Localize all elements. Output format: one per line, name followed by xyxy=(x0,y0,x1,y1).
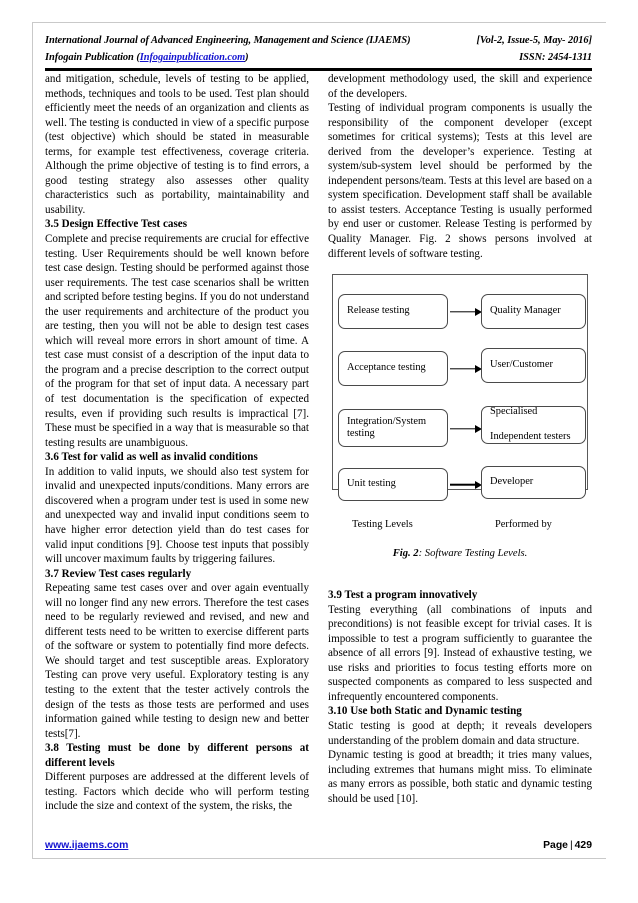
arrow-integration-to-specialised-testers xyxy=(450,428,482,429)
figure-2 xyxy=(328,270,592,560)
arrow-unit-to-developer xyxy=(450,484,482,485)
paragraph-3-7: Repeating same test cases over and over again eventually will no longer find any new errors. Therefore the test cases need to be regularly reviewed and revised, and new and different tests need to be written to exercise different parts of the software or system to potentially find more defects. We should target and test susceptible areas. Exploratory Testing can prove very useful. Exploratory testing is any testing to the extent that the tester actively controls the design of the tests as those tests are performed and uses information gained while testing to design new and better tests[7]. xyxy=(45,582,309,740)
paragraph-3-6: In addition to valid inputs, we should also test system for invalid and unexpected inputs/conditions. Many errors are discovered when a program under test is used in some new and unexpected way and invalid input conditions seem to have higher error detection yield than do test cases for valid input conditions [9]. Choose test inputs that possibly will uncover maximum faults by triggering failures. xyxy=(45,465,309,566)
paragraph-3-9: Testing everything (all combinations of inputs and preconditions) is not feasible except for trivial cases. It is impossible to test a program sufficiently to guarantee the absence of all errors [9]. Instead of exhaustive testing, we use risks and priorities to focus testing efforts more on suspected components as compared to less suspected and infrequently encountered components. xyxy=(328,603,592,703)
heading-3-9: 3.9 Test a program innovatively xyxy=(328,589,478,602)
left-column xyxy=(45,72,309,814)
running-header xyxy=(45,32,592,66)
node-label: Quality Manager xyxy=(490,305,561,317)
right-column xyxy=(328,72,592,814)
paragraph-testing-levels: Testing of individual program components is usually the responsibility of the component developer (except sometimes for critical systems); Tests at this level are derived from the developer’s experience. Testing at system/sub-system level should be performed by the independent persons/team. Tests at this level are based on a system specification. Development staff shall be available to assist testers. Acceptance Testing is usually performed by end user or customer. Release Testing is performed by Quality Manager. Fig. 2 shows persons involved at different levels of software testing. xyxy=(328,102,592,260)
arrow-shaft xyxy=(450,311,476,312)
node-quality-manager xyxy=(481,294,586,329)
header-line-1 xyxy=(45,32,592,49)
heading-3-5: 3.5 Design Effective Test cases xyxy=(45,218,188,231)
node-label: User/Customer xyxy=(490,359,553,371)
node-unit-testing xyxy=(338,468,448,501)
page-separator: | xyxy=(569,840,573,851)
arrow-shaft xyxy=(450,428,476,429)
arrow-shaft xyxy=(450,368,476,369)
node-label-line-2: Independent testers xyxy=(490,431,571,443)
publisher-suffix: ) xyxy=(245,52,249,63)
footer-site-link[interactable]: www.ijaems.com xyxy=(45,840,129,851)
node-label-line-1: Specialised xyxy=(490,406,538,418)
arrow-acceptance-to-user-customer xyxy=(450,368,482,369)
figure-label-testing-levels: Testing Levels xyxy=(352,519,413,531)
node-label xyxy=(490,406,571,444)
arrow-release-to-quality-manager xyxy=(450,311,482,312)
header-divider-rule xyxy=(45,68,592,71)
node-release-testing xyxy=(338,294,448,329)
node-specialised-independent-testers xyxy=(481,406,586,444)
heading-3-10: 3.10 Use both Static and Dynamic testing xyxy=(328,705,522,718)
node-integration-system-testing xyxy=(338,409,448,447)
node-label: Unit testing xyxy=(347,478,396,490)
body-columns xyxy=(45,72,592,814)
heading-3-6: 3.6 Test for valid as well as invalid conditions xyxy=(45,451,258,464)
issn: ISSN: 2454-1311 xyxy=(519,52,592,63)
page-number: 429 xyxy=(574,840,592,851)
page-word: Page xyxy=(543,840,568,851)
issue-info: [Vol-2, Issue-5, May- 2016] xyxy=(476,35,592,46)
node-user-customer xyxy=(481,348,586,383)
heading-3-8: 3.8 Testing must be done by different persons at different levels xyxy=(45,742,309,769)
publisher-prefix: Infogain Publication ( xyxy=(45,52,140,63)
node-acceptance-testing xyxy=(338,351,448,386)
node-developer xyxy=(481,466,586,499)
figure-label-performed-by: Performed by xyxy=(495,519,552,531)
paragraph-3-8: Different purposes are addressed at the different levels of testing. Factors which decide who will perform testing include the size and context of the system, the risks, the xyxy=(45,771,309,813)
heading-3-7: 3.7 Review Test cases regularly xyxy=(45,567,192,580)
publisher xyxy=(45,49,249,66)
arrow-shaft xyxy=(450,483,476,486)
page-footer xyxy=(45,840,592,851)
page-border-left xyxy=(32,22,33,858)
paragraph-3-10-static: Static testing is good at depth; it reveals developers understanding of the problem domain and data structure. xyxy=(328,720,592,747)
paragraph-3-5: Complete and precise requirements are crucial for effective testing. User Requirements should be well known before test case design. Testing should be performed against those user requirements. The test case scenarios shall be written and scripted before testing begins. If you do not understand the user requirements and architecture of the product you are testing, then you will not be able to design test cases which will reveal more errors in short amount of time. A test case must consist of a description of the input data to the program and a precise description to the correct output of the program for that set of input data. A necessary part of test documentation is the specification of expected results, even if providing such results is impractical [7]. These must be specified in a way that is measurable so that testing results are unambiguous. xyxy=(45,233,309,449)
publisher-link[interactable]: Infogainpublication.com xyxy=(139,52,246,63)
page-number-block xyxy=(543,840,592,851)
figure-caption-label: Fig. 2 xyxy=(392,548,419,560)
page-border-top xyxy=(32,22,606,23)
page-border-bottom xyxy=(32,858,606,859)
node-label: Acceptance testing xyxy=(347,362,426,374)
paragraph-3-10-dynamic: Dynamic testing is good at breadth; it tries many values, including extremes that humans might miss. To eliminate as many errors as possible, both static and dynamic testing should be used [10]. xyxy=(328,749,592,805)
paragraph-continued: and mitigation, schedule, levels of testing to be applied, methods, techniques and tools to be used. Test plan should efficiently meet the needs of an organization and clients as well. The testing is conducted in view of a specific purpose (test objective) which should be stated in measurable terms, for example test effectiveness, coverage criteria. Although the prime objective of testing is to find errors, a good testing strategy also assesses other quality characteristics such as portability, maintainability and usability. xyxy=(45,73,309,216)
figure-caption xyxy=(328,548,592,559)
journal-title: International Journal of Advanced Engineering, Management and Science (IJAEMS) xyxy=(45,35,411,46)
node-label: Integration/System testing xyxy=(347,415,427,440)
header-line-2 xyxy=(45,49,592,66)
figure-caption-text: : Software Testing Levels. xyxy=(418,548,528,560)
paragraph-continued-right: development methodology used, the skill and experience of the developers. xyxy=(328,73,592,100)
node-label: Developer xyxy=(490,476,534,488)
node-label: Release testing xyxy=(347,305,410,317)
